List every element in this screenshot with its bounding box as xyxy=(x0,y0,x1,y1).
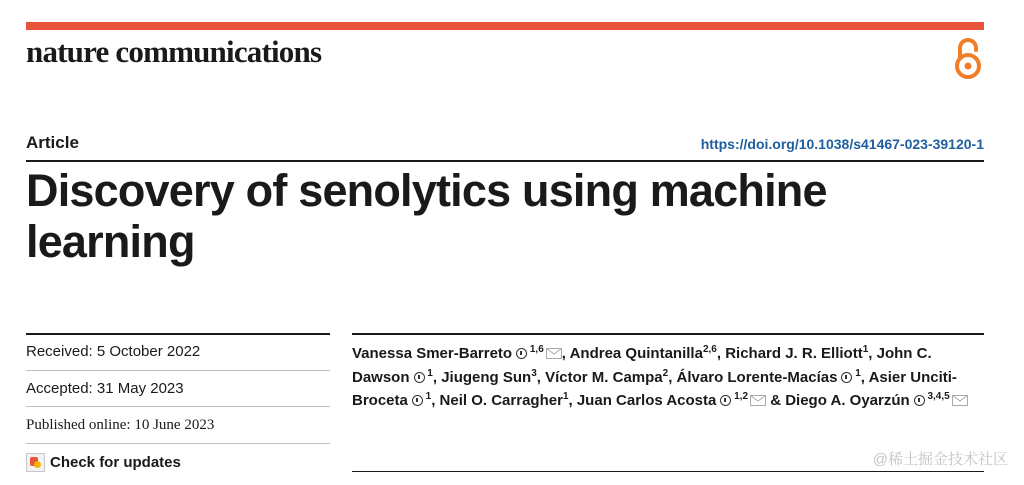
journal-name: nature communications xyxy=(26,34,322,69)
affiliation-superscript: 3,4,5 xyxy=(924,391,950,402)
author-separator: , xyxy=(868,345,873,362)
author-name: Neil O. Carragher xyxy=(439,392,563,409)
author[interactable] xyxy=(441,369,537,386)
author-name: Vanessa Smer-Barreto xyxy=(352,345,513,362)
orcid-icon[interactable] xyxy=(914,395,925,406)
author[interactable] xyxy=(440,392,569,409)
authors-bottom-divider xyxy=(352,471,984,472)
date-divider xyxy=(26,370,330,371)
open-access-icon xyxy=(950,36,986,80)
received-date: Received: 5 October 2022 xyxy=(26,343,201,360)
email-icon[interactable] xyxy=(748,392,766,409)
orcid-icon[interactable] xyxy=(841,372,852,383)
author[interactable] xyxy=(352,345,562,362)
date-divider xyxy=(26,406,330,407)
affiliation-superscript: 3 xyxy=(531,367,537,379)
orcid-icon[interactable] xyxy=(412,395,423,406)
article-type: Article xyxy=(26,133,79,152)
orcid-icon[interactable] xyxy=(516,348,527,359)
affiliation-superscript: 1,2 xyxy=(731,391,749,402)
author-separator: , xyxy=(432,368,438,386)
author-name: John C. Dawson xyxy=(352,345,932,386)
author[interactable] xyxy=(577,392,766,409)
dates-divider xyxy=(26,333,330,335)
top-accent-bar xyxy=(26,22,984,30)
article-title: Discovery of senolytics using machine learning xyxy=(26,165,827,267)
author-name: Jiugeng Sun xyxy=(441,368,532,386)
check-updates-label: Check for updates xyxy=(50,453,181,471)
orcid-icon[interactable] xyxy=(414,372,425,383)
accepted-date: Accepted: 31 May 2023 xyxy=(26,380,184,397)
date-divider xyxy=(26,443,330,444)
affiliation-superscript: 1 xyxy=(424,367,433,379)
author-name: Asier Unciti-Broceta xyxy=(352,368,957,409)
doi-link[interactable]: https://doi.org/10.1038/s41467-023-39120-1 xyxy=(700,136,984,152)
affiliation-superscript: 1,6 xyxy=(527,344,544,355)
author[interactable] xyxy=(545,369,668,386)
author[interactable] xyxy=(785,392,968,409)
email-icon[interactable] xyxy=(544,345,562,362)
author-name: Juan Carlos Acosta xyxy=(576,392,717,409)
check-updates-icon xyxy=(26,453,45,472)
watermark: @稀土掘金技术社区 xyxy=(872,451,1008,468)
affiliation-superscript: 1 xyxy=(852,367,861,379)
affiliation-superscript: 2 xyxy=(662,367,669,379)
author-separator: , xyxy=(431,392,436,409)
author-separator: , xyxy=(536,368,541,386)
author[interactable] xyxy=(570,345,717,362)
author-separator: , xyxy=(716,345,722,362)
author-separator: , xyxy=(860,368,865,386)
author-name: Diego A. Oyarzún xyxy=(785,392,910,409)
check-for-updates-button[interactable] xyxy=(26,452,181,472)
email-icon[interactable] xyxy=(950,392,968,409)
author-separator: & xyxy=(766,392,782,409)
author-separator: , xyxy=(561,345,566,362)
published-date: Published online: 10 June 2023 xyxy=(26,417,215,433)
author-separator: , xyxy=(668,368,673,386)
author-list xyxy=(352,342,992,413)
affiliation-superscript: 2,6 xyxy=(702,344,717,355)
author-name: Álvaro Lorente-Macías xyxy=(676,368,838,386)
author-name: Richard J. R. Elliott xyxy=(725,345,863,362)
affiliation-superscript: 1 xyxy=(422,391,432,402)
author-name: Andrea Quintanilla xyxy=(569,345,703,362)
orcid-icon[interactable] xyxy=(720,395,731,406)
author[interactable] xyxy=(725,345,868,362)
author-name: Víctor M. Campa xyxy=(545,368,663,386)
affiliation-superscript: 1 xyxy=(562,391,569,402)
author[interactable] xyxy=(677,369,861,386)
authors-divider xyxy=(352,333,984,335)
title-divider xyxy=(26,160,984,162)
author-separator: , xyxy=(568,392,573,409)
affiliation-superscript: 1 xyxy=(862,344,869,355)
